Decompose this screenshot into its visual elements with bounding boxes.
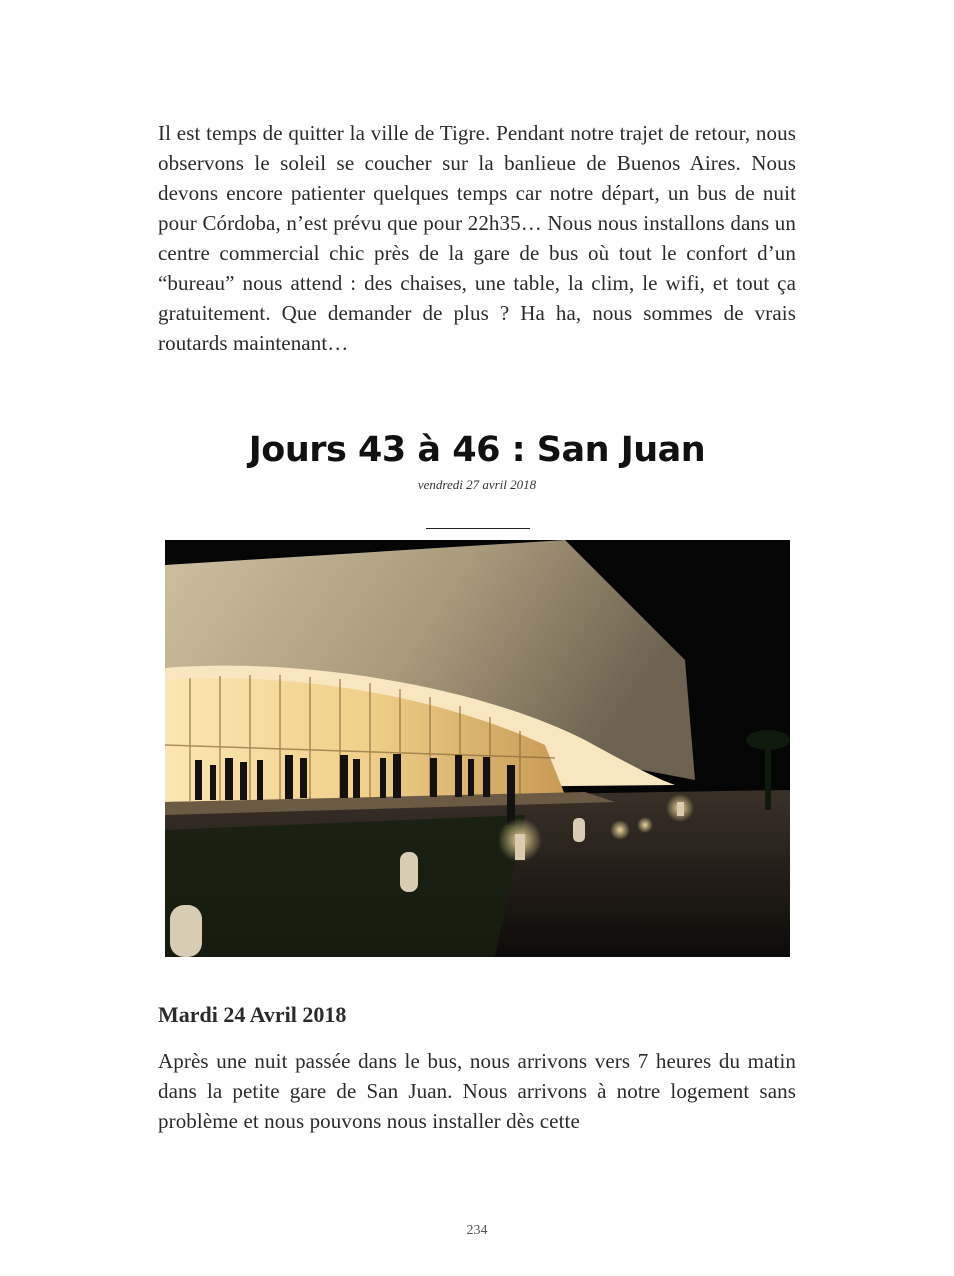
post-date: vendredi 27 avril 2018	[417, 477, 537, 492]
page-number: 234	[466, 1223, 488, 1238]
day-heading: Mardi 24 Avril 2018	[158, 1002, 347, 1027]
title-divider	[426, 528, 530, 529]
body-paragraph: Après une nuit passée dans le bus, nous arrivons vers 7 heures du matin dans la petite gare de San Juan. Nous arrivons à notre logement sans problème et nous pouvons nous installer dès cette	[158, 1049, 796, 1133]
night-building-photo	[165, 540, 790, 957]
post-title: Jours 43 à 46 : San Juan	[248, 430, 706, 470]
intro-paragraph: Il est temps de quitter la ville de Tigre. Pendant notre trajet de retour, nous observons le soleil se coucher sur la banlieue de Buenos Aires. Nous devons encore patienter quelques temps car notre départ, un bus de nuit pour Córdoba, n’est prévu que pour 22h35… Nous nous installons dans un centre commercial chic près de la gare de bus où tout le confort d’un “bureau” nous attend : des chaises, une table, la clim, le wifi, et tout ça gratuitement. Que demander de plus ? Ha ha, nous sommes de vrais routards maintenant…	[158, 121, 796, 355]
